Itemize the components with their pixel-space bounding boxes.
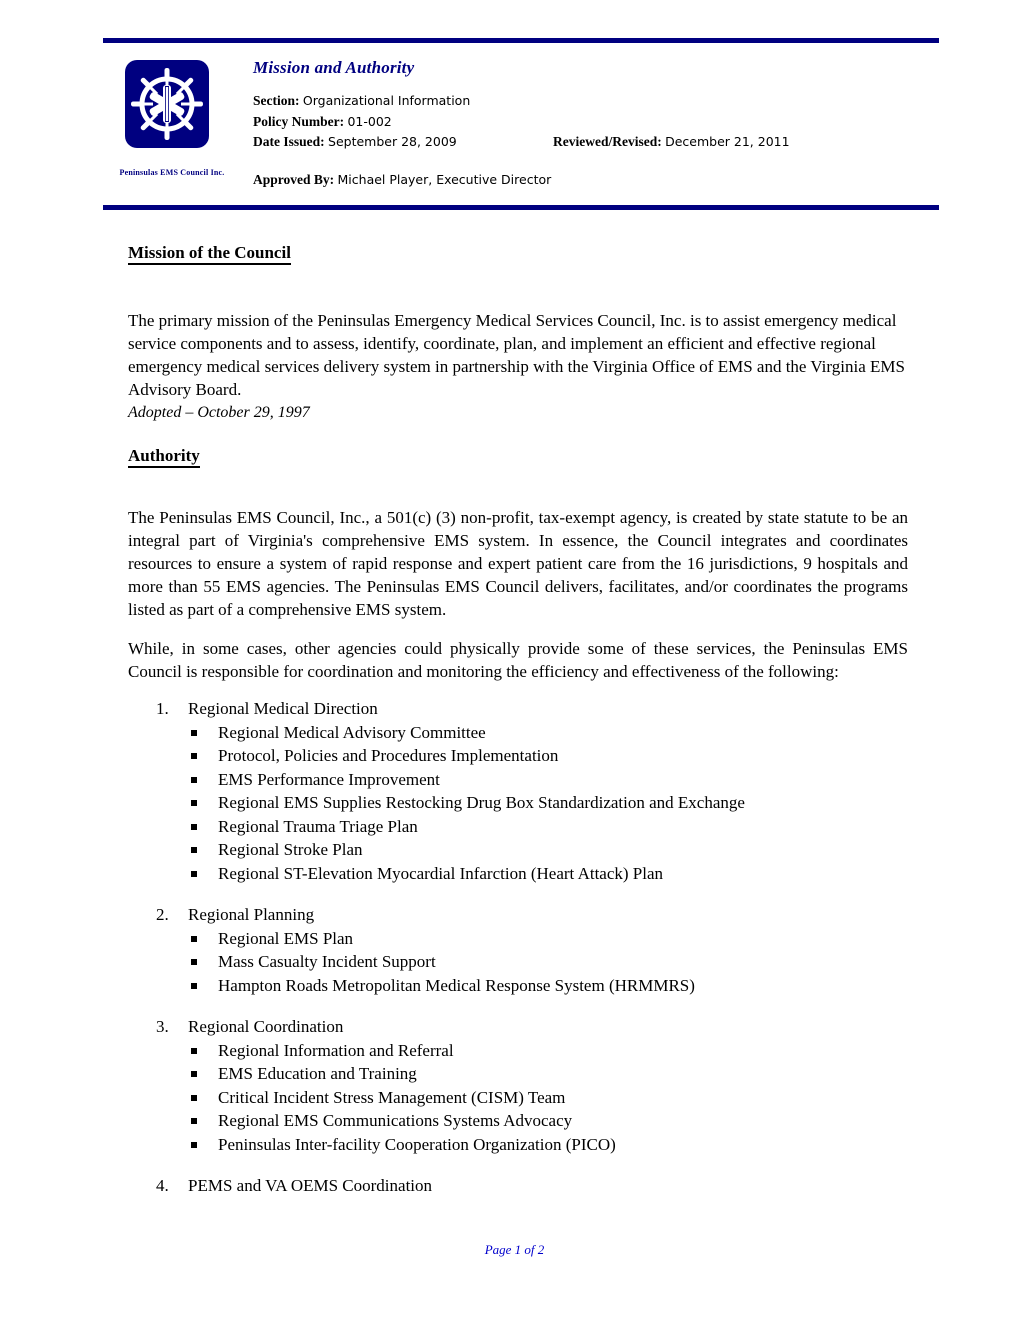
sublist-item-label: Regional Medical Advisory Committee xyxy=(218,722,486,742)
authority-heading-wrap xyxy=(128,446,908,490)
date-line xyxy=(253,132,943,153)
ships-wheel-star-of-life-icon xyxy=(125,60,209,148)
page-footer: Page 1 of 2 xyxy=(484,1242,545,1257)
square-bullet-icon xyxy=(191,777,197,783)
mission-heading-wrap xyxy=(128,243,908,287)
square-bullet-icon xyxy=(191,983,197,989)
header-fields xyxy=(253,58,943,153)
sublist-item xyxy=(188,744,908,768)
square-bullet-icon xyxy=(191,800,197,806)
sublist-item xyxy=(188,927,908,951)
square-bullet-icon xyxy=(191,871,197,877)
sublist-item xyxy=(188,838,908,862)
square-bullet-icon xyxy=(191,1118,197,1124)
header-top-rule xyxy=(103,38,939,43)
square-bullet-icon xyxy=(191,1071,197,1077)
list-item xyxy=(128,697,908,885)
list-item-label: Regional Medical Direction xyxy=(188,699,378,718)
list-item xyxy=(128,1015,908,1156)
reviewed-revised-label: Reviewed/Revised: xyxy=(553,134,662,149)
policy-number-line xyxy=(253,112,943,133)
sublist-item-label: Hampton Roads Metropolitan Medical Response System (HRMMRS) xyxy=(218,975,695,995)
header-bottom-rule xyxy=(103,205,939,210)
sublist-item-label: EMS Education and Training xyxy=(218,1064,417,1083)
sublist-item xyxy=(188,721,908,745)
sublist-item-label: Mass Casualty Incident Support xyxy=(218,952,436,971)
approved-by-line xyxy=(253,172,551,188)
sublist-item-label: Peninsulas Inter-facility Cooperation Organization (PICO) xyxy=(218,1134,616,1154)
sublist xyxy=(188,1039,908,1157)
sublist-item-label: Regional EMS Plan xyxy=(218,928,354,948)
document-title: Mission and Authority xyxy=(253,58,415,77)
program-list xyxy=(128,697,908,1198)
policy-number-value: 01-002 xyxy=(347,113,392,129)
sublist-item-label: Regional EMS Communications Systems Advocacy xyxy=(218,1111,573,1130)
sublist-item xyxy=(188,791,908,815)
sublist-item-label: EMS Performance Improvement xyxy=(218,769,440,789)
sublist-item-label: Regional EMS Supplies Restocking Drug Box Standardization and Exchange xyxy=(218,793,745,812)
policy-number-label: Policy Number: xyxy=(253,113,345,129)
square-bullet-icon xyxy=(191,824,197,830)
sublist xyxy=(188,721,908,886)
square-bullet-icon xyxy=(191,753,197,759)
list-item-label: PEMS and VA OEMS Coordination xyxy=(188,1176,433,1195)
reviewed-revised-value: December 21, 2011 xyxy=(665,134,790,149)
list-item-number: 1. xyxy=(156,699,169,718)
sublist-item xyxy=(188,768,908,792)
square-bullet-icon xyxy=(191,730,197,736)
date-issued-value: September 28, 2009 xyxy=(328,134,457,149)
organization-logo-block xyxy=(119,60,225,177)
sublist xyxy=(188,927,908,998)
mission-paragraph: The primary mission of the Peninsulas Emergency Medical Services Council, Inc. is to assist emergency medical service components and to assess, identify, coordinate, plan, and implement an efficient and effective regional emergency medical services delivery system in partnership with the Virginia Office of EMS and the Virginia EMS Advisory Board. xyxy=(128,311,905,399)
list-item-label: Regional Coordination xyxy=(188,1017,344,1036)
logo-caption: Peninsulas EMS Council Inc. xyxy=(119,168,225,177)
adopted-line: Adopted – October 29, 1997 xyxy=(128,404,310,421)
approved-by-label: Approved By: xyxy=(253,172,335,187)
list-item-number: 4. xyxy=(156,1176,169,1195)
square-bullet-icon xyxy=(191,1095,197,1101)
list-item xyxy=(128,1174,908,1198)
sublist-item-label: Protocol, Policies and Procedures Implementation xyxy=(218,746,559,765)
list-item-number: 2. xyxy=(156,905,169,924)
authority-paragraph-1: The Peninsulas EMS Council, Inc., a 501(c) (3) non-profit, tax-exempt agency, is created by state statute to be an integral part of Virginia's comprehensive EMS system. In essence, the Council integrates and coordinates resources to ensure a system of rapid response and expert patient care from the 16 jurisdictions, 9 hospitals and more than 55 EMS agencies. The Peninsulas EMS Council delivers, facilitates, and/or coordinates the programs listed as part of a comprehensive EMS system. xyxy=(128,508,908,619)
sublist-item xyxy=(188,974,908,998)
sublist-item-label: Regional ST-Elevation Myocardial Infarction (Heart Attack) Plan xyxy=(218,863,664,883)
approved-by-value: Michael Player, Executive Director xyxy=(337,172,552,187)
sublist-item-label: Regional Information and Referral xyxy=(218,1040,454,1060)
mission-heading: Mission of the Council xyxy=(128,243,291,265)
square-bullet-icon xyxy=(191,936,197,942)
reviewed-revised-group xyxy=(553,132,790,153)
sublist-item-label: Regional Stroke Plan xyxy=(218,840,363,859)
section-line xyxy=(253,91,943,112)
square-bullet-icon xyxy=(191,847,197,853)
sublist-item xyxy=(188,1109,908,1133)
sublist-item-label: Regional Trauma Triage Plan xyxy=(218,816,418,836)
list-item-label: Regional Planning xyxy=(188,905,315,924)
date-issued-label: Date Issued: xyxy=(253,134,325,149)
list-item xyxy=(128,903,908,997)
square-bullet-icon xyxy=(191,959,197,965)
sublist-item-label: Critical Incident Stress Management (CISM) Team xyxy=(218,1087,566,1107)
sublist-item xyxy=(188,1086,908,1110)
sublist-item xyxy=(188,950,908,974)
sublist-item xyxy=(188,1062,908,1086)
sublist-item xyxy=(188,862,908,886)
sublist-item xyxy=(188,1133,908,1157)
document-body xyxy=(128,243,908,1198)
section-value: Organizational Information xyxy=(302,93,471,108)
sublist-item xyxy=(188,1039,908,1063)
authority-heading: Authority xyxy=(128,446,200,468)
authority-paragraph-2: While, in some cases, other agencies could physically provide some of these services, the Peninsulas EMS Council is responsible for coordination and monitoring the efficiency and effectiveness of the following: xyxy=(128,639,908,681)
section-label: Section: xyxy=(253,93,300,108)
sublist-item xyxy=(188,815,908,839)
list-item-number: 3. xyxy=(156,1017,169,1036)
square-bullet-icon xyxy=(191,1048,197,1054)
square-bullet-icon xyxy=(191,1142,197,1148)
